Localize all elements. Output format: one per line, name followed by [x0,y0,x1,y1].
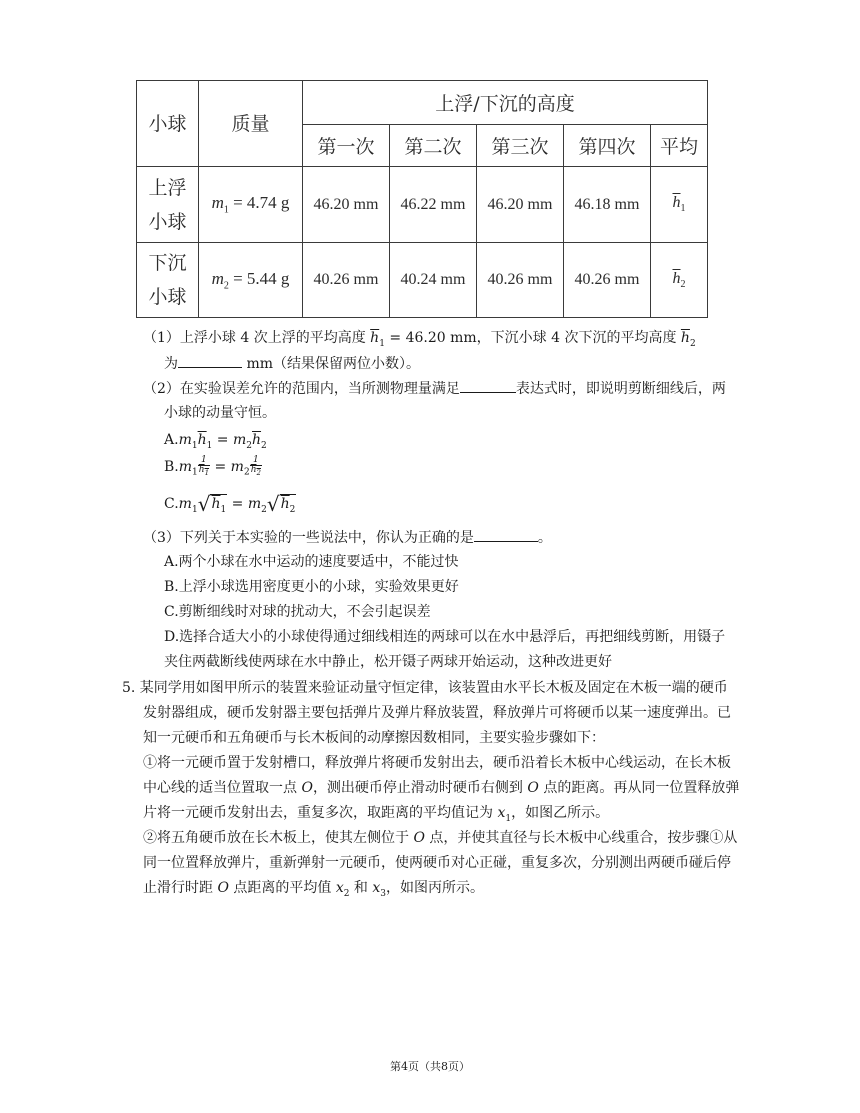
q1-line2: 为 mm（结果保留两位小数）。 [164,353,420,374]
measurement-table [136,80,707,317]
header-average: 平均 [651,125,708,167]
value-cell: 40.26 mm [564,243,651,318]
q3-option-d-cont: 夹住两截断线使两球在水中静止，松开镊子两球开始运动，这种改进更好 [164,654,612,670]
table-row [137,167,708,243]
q3-option-c: C.剪断细线时对球的扰动大，不会引起误差 [164,604,431,620]
q3-option-a: A.两个小球在水中运动的速度要适中，不能过快 [164,554,459,570]
q5-line1: 5. 某同学用如图甲所示的装置来验证动量守恒定律，该装置由水平长木板及固定在木板一端的硬币 [122,680,728,696]
value-cell: 40.26 mm [477,243,564,318]
row-name: 下沉 小球 [137,243,199,318]
q3-line1: （3）下列关于本实验的一些说法中，你认为正确的是 。 [143,527,552,548]
answer-blank[interactable] [178,353,242,368]
header-trial-3: 第三次 [477,125,564,167]
q5-line9: 止滑行时距 O 点距离的平均值 $x_2$ 和 $x_3$，如图丙所示。 [143,880,485,899]
answer-blank[interactable] [460,378,516,393]
table-row [137,243,708,318]
q5-line8: 同一位置释放弹片，重新弹射一元硬币，使两硬币对心正碰，重复多次，分别测出两硬币碰后停 [143,855,731,871]
q2-option-a: $A.m_1\overline{h}_1 = m_2\overline{h}_2$ [164,432,267,451]
header-mass: 质量 [199,81,303,167]
value-cell: 46.20 mm [303,167,390,243]
q2-option-c: $C.m_1√h_1 = m_2√h_2$ [164,494,296,520]
q2-line2: 小球的动量守恒。 [164,405,276,421]
q5-line4: ①将一元硬币置于发射槽口，释放弹片将硬币发射出去，硬币沿着长木板中心线运动，在长木板 [143,755,731,771]
value-cell: 46.22 mm [390,167,477,243]
mass-cell: $m_2 = 5.44$ g [199,243,303,318]
q3-option-b: B.上浮小球选用密度更小的小球，实验效果更好 [164,579,459,595]
q2-line1: （2）在实验误差允许的范围内，当所测物理量满足 表达式时，即说明剪断细线后，两 [143,378,726,399]
value-cell: 46.20 mm [477,167,564,243]
q5-line7: ②将五角硬币放在长木板上，使其左侧位于 O 点，并使其直径与长木板中心线重合，按步骤①从 [143,830,738,846]
q5-line2: 发射器组成，硬币发射器主要包括弹片及弹片释放装置，释放弹片可将硬币以某一速度弹出。已 [143,705,731,721]
average-cell: $\overline{h}_2$ [651,243,708,318]
header-height: 上浮/下沉的高度 [303,81,708,125]
mass-cell: $m_1 = 4.74$ g [199,167,303,243]
value-cell: 40.26 mm [303,243,390,318]
q5-line3: 知一元硬币和五角硬币与长木板间的动摩擦因数相同，主要实验步骤如下： [143,730,605,746]
answer-blank[interactable] [474,527,538,542]
q1-line1: （1）上浮小球 4 次上浮的平均高度 $\overline{h}_1 = 46.20$ mm，下沉小球 4 次下沉的平均高度 $\overline{h}_2$ [143,330,696,349]
q2-option-b: $B.m_1$ $\frac{1}{h_1}$ = $m_2$ $\frac{1}{h_2}$ [164,455,261,478]
average-cell: $\overline{h}_1$ [651,167,708,243]
q5-line6: 片将一元硬币发射出去，重复多次，取距离的平均值记为 $x_1$，如图乙所示。 [143,805,610,824]
q5-line5: 中心线的适当位置取一点 O，测出硬币停止滑动时硬币右侧到 O 点的距离。再从同一位置释放弹 [143,780,740,796]
header-trial-4: 第四次 [564,125,651,167]
header-trial-2: 第二次 [390,125,477,167]
header-trial-1: 第一次 [303,125,390,167]
value-cell: 40.24 mm [390,243,477,318]
header-ball: 小球 [137,81,199,167]
q3-option-d: D.选择合适大小的小球使得通过细线相连的两球可以在水中悬浮后，再把细线剪断，用镊子 [164,629,726,645]
page-footer: 第4页（共8页） [390,1060,470,1073]
value-cell: 46.18 mm [564,167,651,243]
row-name: 上浮 小球 [137,167,199,243]
